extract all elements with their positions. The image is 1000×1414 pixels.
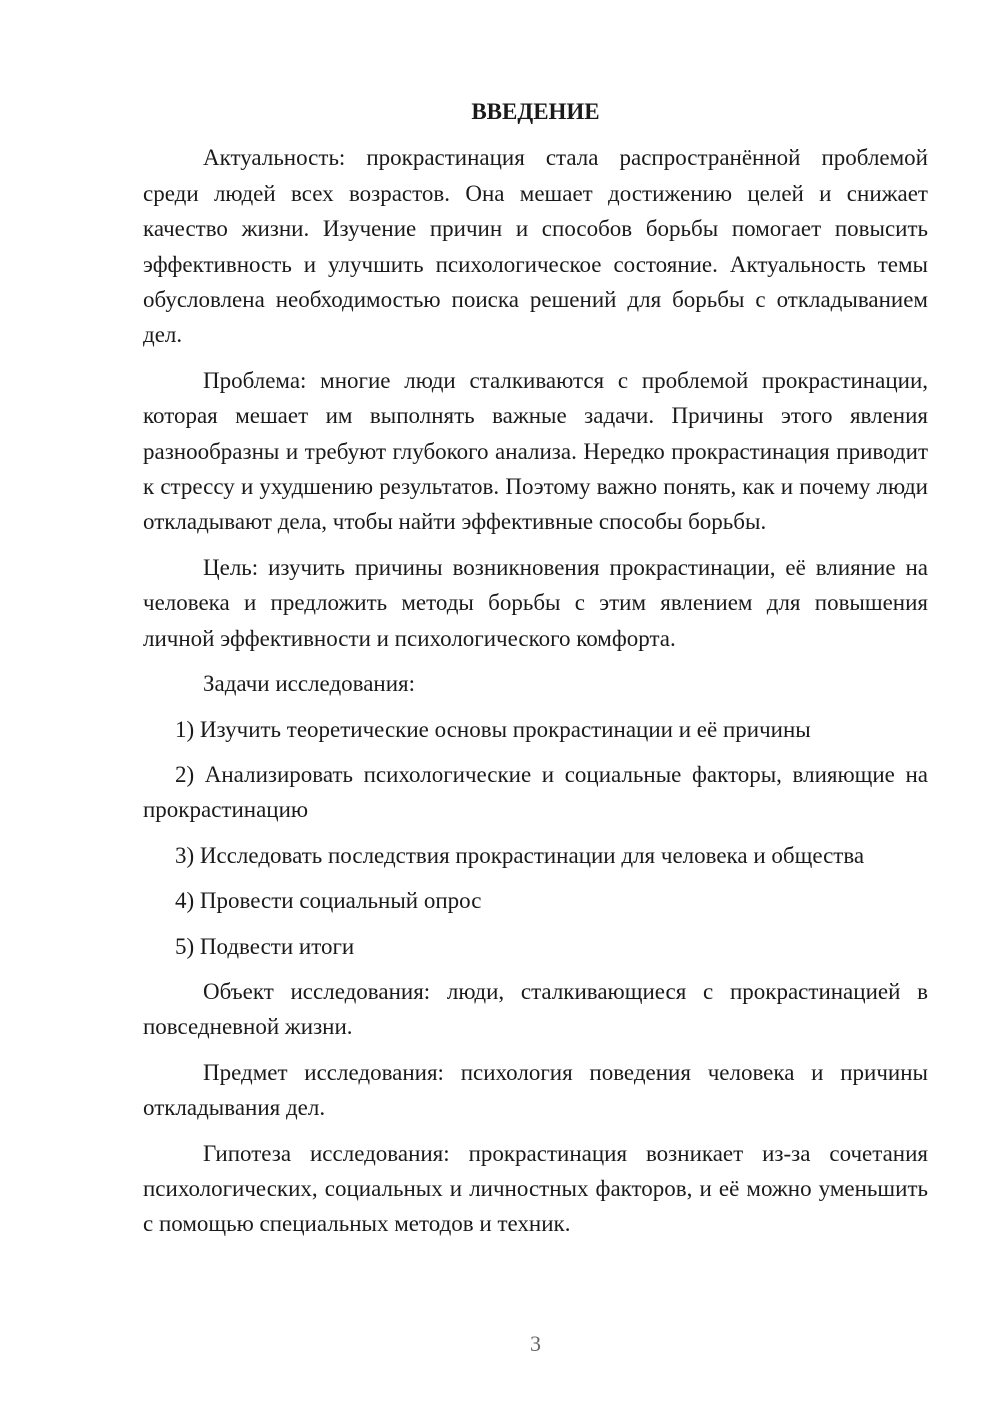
document-body	[143, 94, 928, 1252]
paragraph-problem: Проблема: многие люди сталкиваются с проблемой прокрастинации, которая мешает им выполнять важные задачи. Причины этого явления разнообразны и требуют глубокого анализа. Нередко прокрастинация приводит к стрессу и ухудшению результатов. Поэтому важно понять, как и почему люди откладывают дела, чтобы найти эффективные способы борьбы.	[143, 367, 928, 535]
page-number: 3	[530, 1331, 541, 1356]
list-item: 3) Исследовать последствия прокрастинации для человека и общества	[175, 842, 865, 868]
paragraph-object: Объект исследования: люди, сталкивающиеся с прокрастинацией в повседневной жизни.	[143, 978, 928, 1040]
paragraph-hypothesis: Гипотеза исследования: прокрастинация возникает из-за сочетания психологических, социальных и личностных факторов, и её можно уменьшить с помощью специальных методов и техник.	[143, 1140, 928, 1237]
paragraph-goal: Цель: изучить причины возникновения прокрастинации, её влияние на человека и предложить методы борьбы с этим явлением для повышения личной эффективности и психологического комфорта.	[143, 554, 928, 651]
list-item: 4) Провести социальный опрос	[175, 888, 482, 914]
paragraph-relevance: Актуальность: прокрастинация стала распространённой проблемой среди людей всех возрастов. Она мешает достижению целей и снижает качество жизни. Изучение причин и способов борьбы помогает повысить эффективность и улучшить психологическое состояние. Актуальность темы обусловлена необходимостью поиска решений для борьбы с откладыванием дел.	[143, 145, 928, 348]
list-item: 5) Подвести итоги	[175, 933, 355, 959]
list-item: 1) Изучить теоретические основы прокрастинации и её причины	[175, 716, 811, 742]
list-item: 2) Анализировать психологические и социальные факторы, влияющие на прокрастинацию	[143, 761, 928, 823]
tasks-list	[143, 712, 928, 964]
paragraph-subject: Предмет исследования: психология поведения человека и причины откладывания дел.	[143, 1059, 928, 1121]
tasks-heading: Задачи исследования:	[203, 671, 416, 697]
section-heading: ВВЕДЕНИЕ	[471, 99, 600, 124]
